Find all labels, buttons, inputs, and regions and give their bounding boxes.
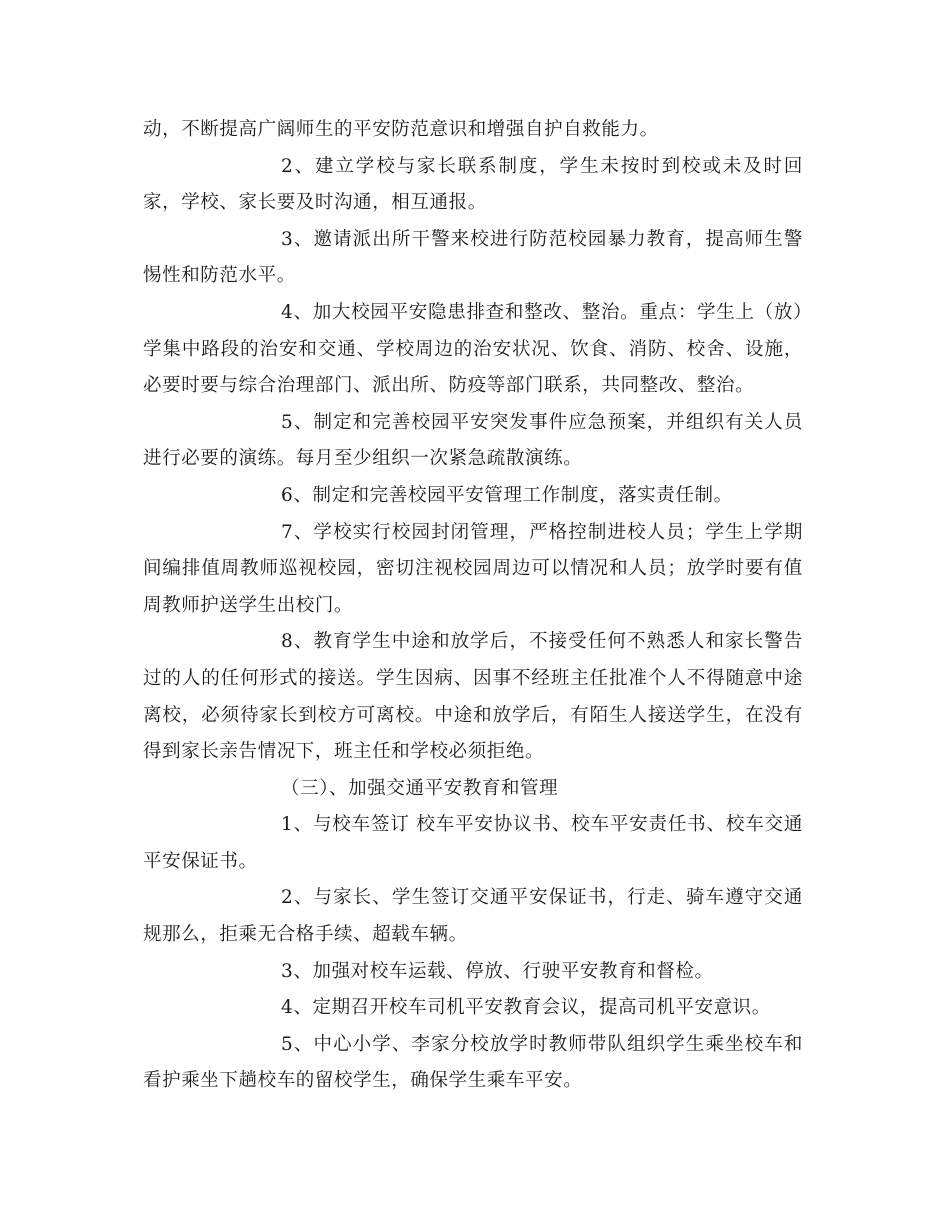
document-body <box>143 112 803 1100</box>
paragraph-continuation: 动，不断提高广阔师生的平安防范意识和增强自护自救能力。 <box>143 119 659 140</box>
section-item-3: 3、加强对校车运载、停放、行驶平安教育和督检。 <box>281 960 714 982</box>
paragraph-item-4: 4、加大校园平安隐患排查和整改、整治。重点：学生上（放）学集中路段的治安和交通、学校周边的治安状况、饮食、消防、校舍、设施，必要时要与综合治理部门、派出所、防疫等部门联系，共同整改、整治。 <box>143 301 803 397</box>
section-item-5: 5、中心小学、李家分校放学时教师带队组织学生乘坐校车和看护乘坐下趟校车的留校学生，确保学生乘车平安。 <box>143 1033 803 1092</box>
section-item-4: 4、定期召开校车司机平安教育会议，提高司机平安意识。 <box>281 997 771 1019</box>
paragraph-item-2: 2、建立学校与家长联系制度，学生未按时到校或未及时回家，学校、家长要及时沟通，相互通报。 <box>143 155 803 214</box>
paragraph-item-8: 8、教育学生中途和放学后，不接受任何不熟悉人和家长警告过的人的任何形式的接送。学生因病、因事不经班主任批准个人不得随意中途离校，必须待家长到校方可离校。中途和放学后，有陌生人接送学生，在没有得到家长亲告情况下，班主任和学校必须拒绝。 <box>143 631 803 763</box>
paragraph-item-6: 6、制定和完善校园平安管理工作制度，落实责任制。 <box>281 484 733 506</box>
section-heading: （三）、加强交通平安教育和管理 <box>281 777 559 799</box>
paragraph-item-3: 3、邀请派出所干警来校进行防范校园暴力教育，提高师生警惕性和防范水平。 <box>143 228 803 287</box>
paragraph-item-7: 7、学校实行校园封闭管理，严格控制进校人员；学生上学期间编排值周教师巡视校园，密切注视校园周边可以情况和人员；放学时要有值周教师护送学生出校门。 <box>143 521 803 616</box>
section-item-1: 1、与校车签订 校车平安协议书、校车平安责任书、校车交通平安保证书。 <box>143 814 803 872</box>
section-item-2: 2、与家长、学生签订交通平安保证书，行走、骑车遵守交通规那么，拒乘无合格手续、超载车辆。 <box>143 887 803 946</box>
paragraph-item-5: 5、制定和完善校园平安突发事件应急预案，并组织有关人员进行必要的演练。每月至少组织一次紧急疏散演练。 <box>143 411 803 470</box>
